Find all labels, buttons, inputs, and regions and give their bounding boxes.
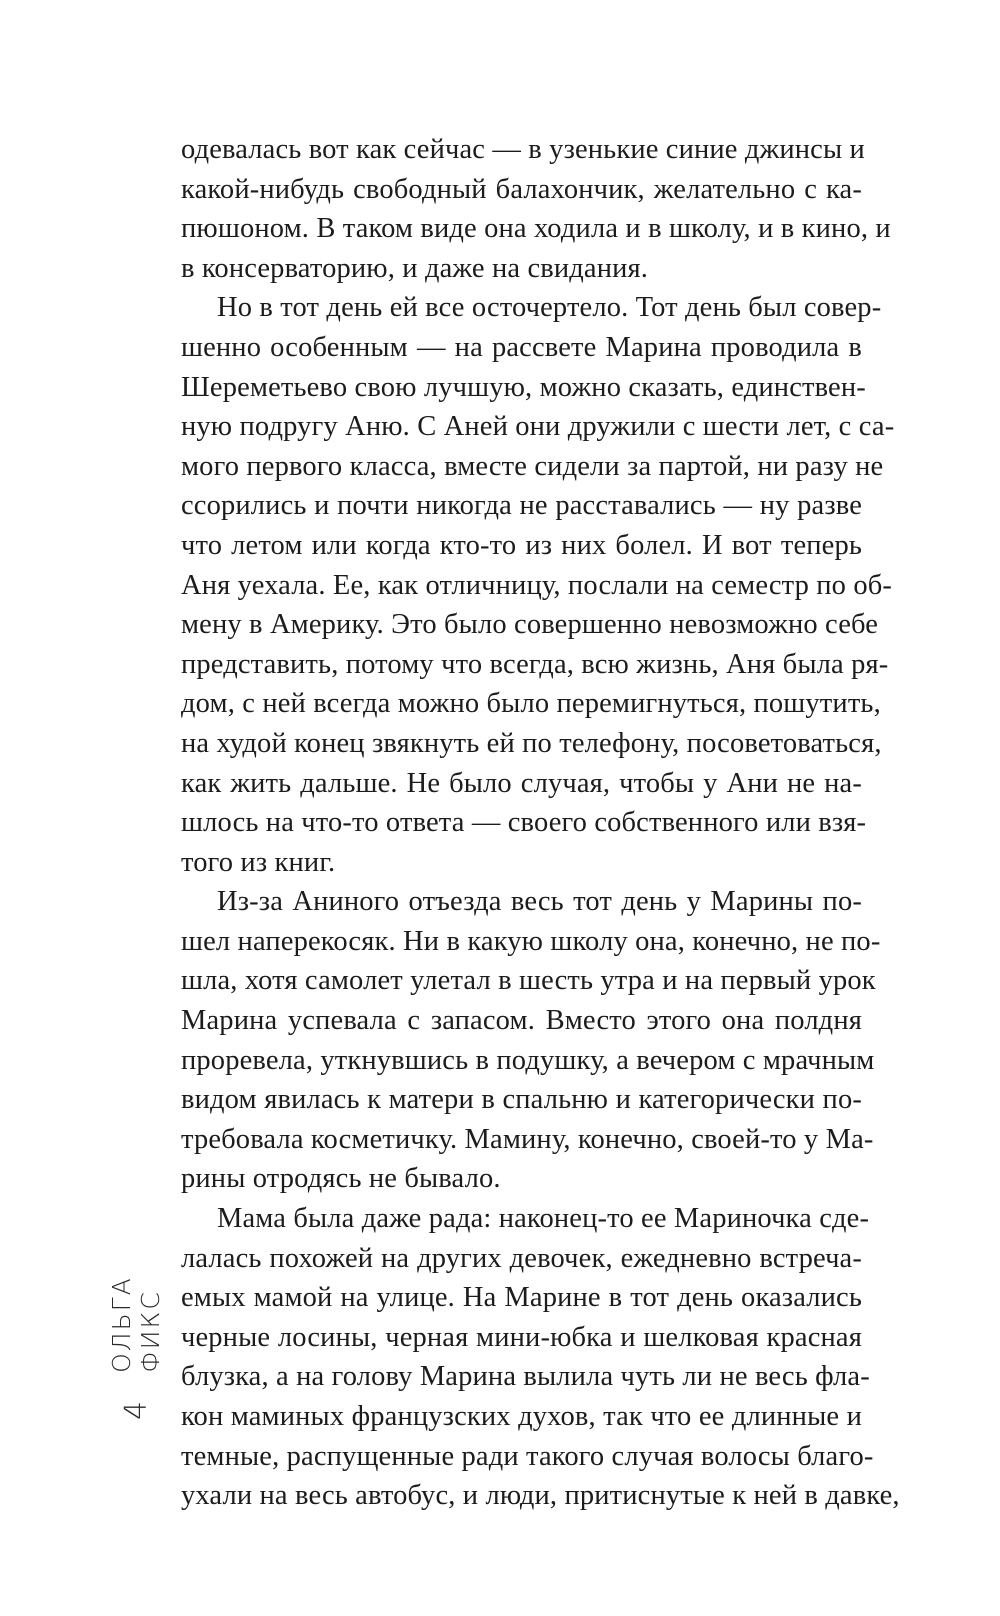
text-line: шенно особенным — на рассвете Марина проводила в: [181, 331, 862, 363]
text-line: дом, с ней всегда можно было перемигнуться, пошутить,: [181, 688, 881, 720]
text-line: в консерваторию, и даже на свидания.: [181, 252, 649, 284]
text-line: видом явилась к матери в спальню и категорически по-: [181, 1084, 862, 1116]
text-line: емых мамой на улице. На Марине в тот день оказались: [181, 1282, 862, 1314]
running-head-rotated: [107, 1210, 165, 1420]
text-line: пюшоном. В таком виде она ходила и в школу, и в кино, и: [181, 213, 891, 245]
text-line: Из-за Аниного отъезда весь тот день у Марины по-: [217, 886, 862, 918]
text-line: проревела, уткнувшись в подушку, а вечером с мрачным: [181, 1044, 875, 1076]
text-line: Марина успевала с запасом. Вместо этого она полдня: [181, 1005, 862, 1037]
text-line: ссорились и почти никогда не расставались — ну разве: [181, 490, 862, 522]
text-line: какой-нибудь свободный балахончик, желательно с ка-: [181, 173, 862, 205]
text-line: темные, распущенные ради такого случая волосы благо-: [181, 1440, 874, 1472]
author-name: ОЛЬГА ФИКС: [107, 1276, 165, 1373]
text-line: шел наперекосяк. Ни в какую школу она, конечно, не по-: [181, 925, 881, 957]
text-line: представить, потому что всегда, всю жизнь, Аня была ря-: [181, 648, 889, 680]
text-line: ухали на весь автобус, и люди, притиснутые к ней в давке,: [181, 1480, 900, 1512]
body-text: [181, 130, 900, 1516]
text-line: шлось на что-то ответа — своего собственного или взя-: [181, 807, 867, 839]
text-line: черные лосины, черная мини-юбка и шелковая красная: [181, 1321, 862, 1353]
text-line: мену в Америку. Это было совершенно невозможно себе: [181, 609, 879, 641]
text-line: кон маминых французских духов, так что ее длинные и: [181, 1401, 862, 1432]
text-line: блузка, а на голову Марина вылила чуть ли не весь фла-: [181, 1361, 870, 1393]
text-line: Но в тот день ей все осточертело. Тот день был совер-: [217, 292, 882, 324]
text-line: что летом или когда кто-то из них болел. И вот теперь: [181, 529, 862, 561]
running-head: [107, 1210, 165, 1420]
text-line: шла, хотя самолет улетал в шесть утра и на первый урок: [181, 965, 876, 997]
text-line: того из книг.: [181, 846, 336, 878]
page-number: 4: [118, 1400, 154, 1420]
text-line: Мама была даже рада: наконец-то ее Мариночка сде-: [217, 1203, 870, 1235]
text-line: одевалась вот как сейчас — в узенькие синие джинсы и: [181, 134, 865, 165]
text-line: на худой конец звякнуть ей по телефону, посоветоваться,: [181, 727, 882, 759]
text-line: ную подругу Аню. С Аней они дружили с шести лет, с са-: [181, 411, 895, 443]
text-line: как жить дальше. Не было случая, чтобы у Ани не на-: [181, 767, 862, 799]
text-line: требовала косметичку. Мамину, конечно, своей-то у Ма-: [181, 1123, 874, 1155]
text-line: рины отродясь не бывало.: [181, 1163, 501, 1195]
text-line: мого первого класса, вместе сидели за партой, ни разу не: [181, 450, 884, 482]
text-line: Аня уехала. Ее, как отличницу, послали на семестр по об-: [181, 569, 893, 601]
text-line: лалась похожей на других девочек, ежедневно встреча-: [181, 1242, 862, 1274]
text-line: Шереметьево свою лучшую, можно сказать, единствен-: [181, 371, 866, 403]
